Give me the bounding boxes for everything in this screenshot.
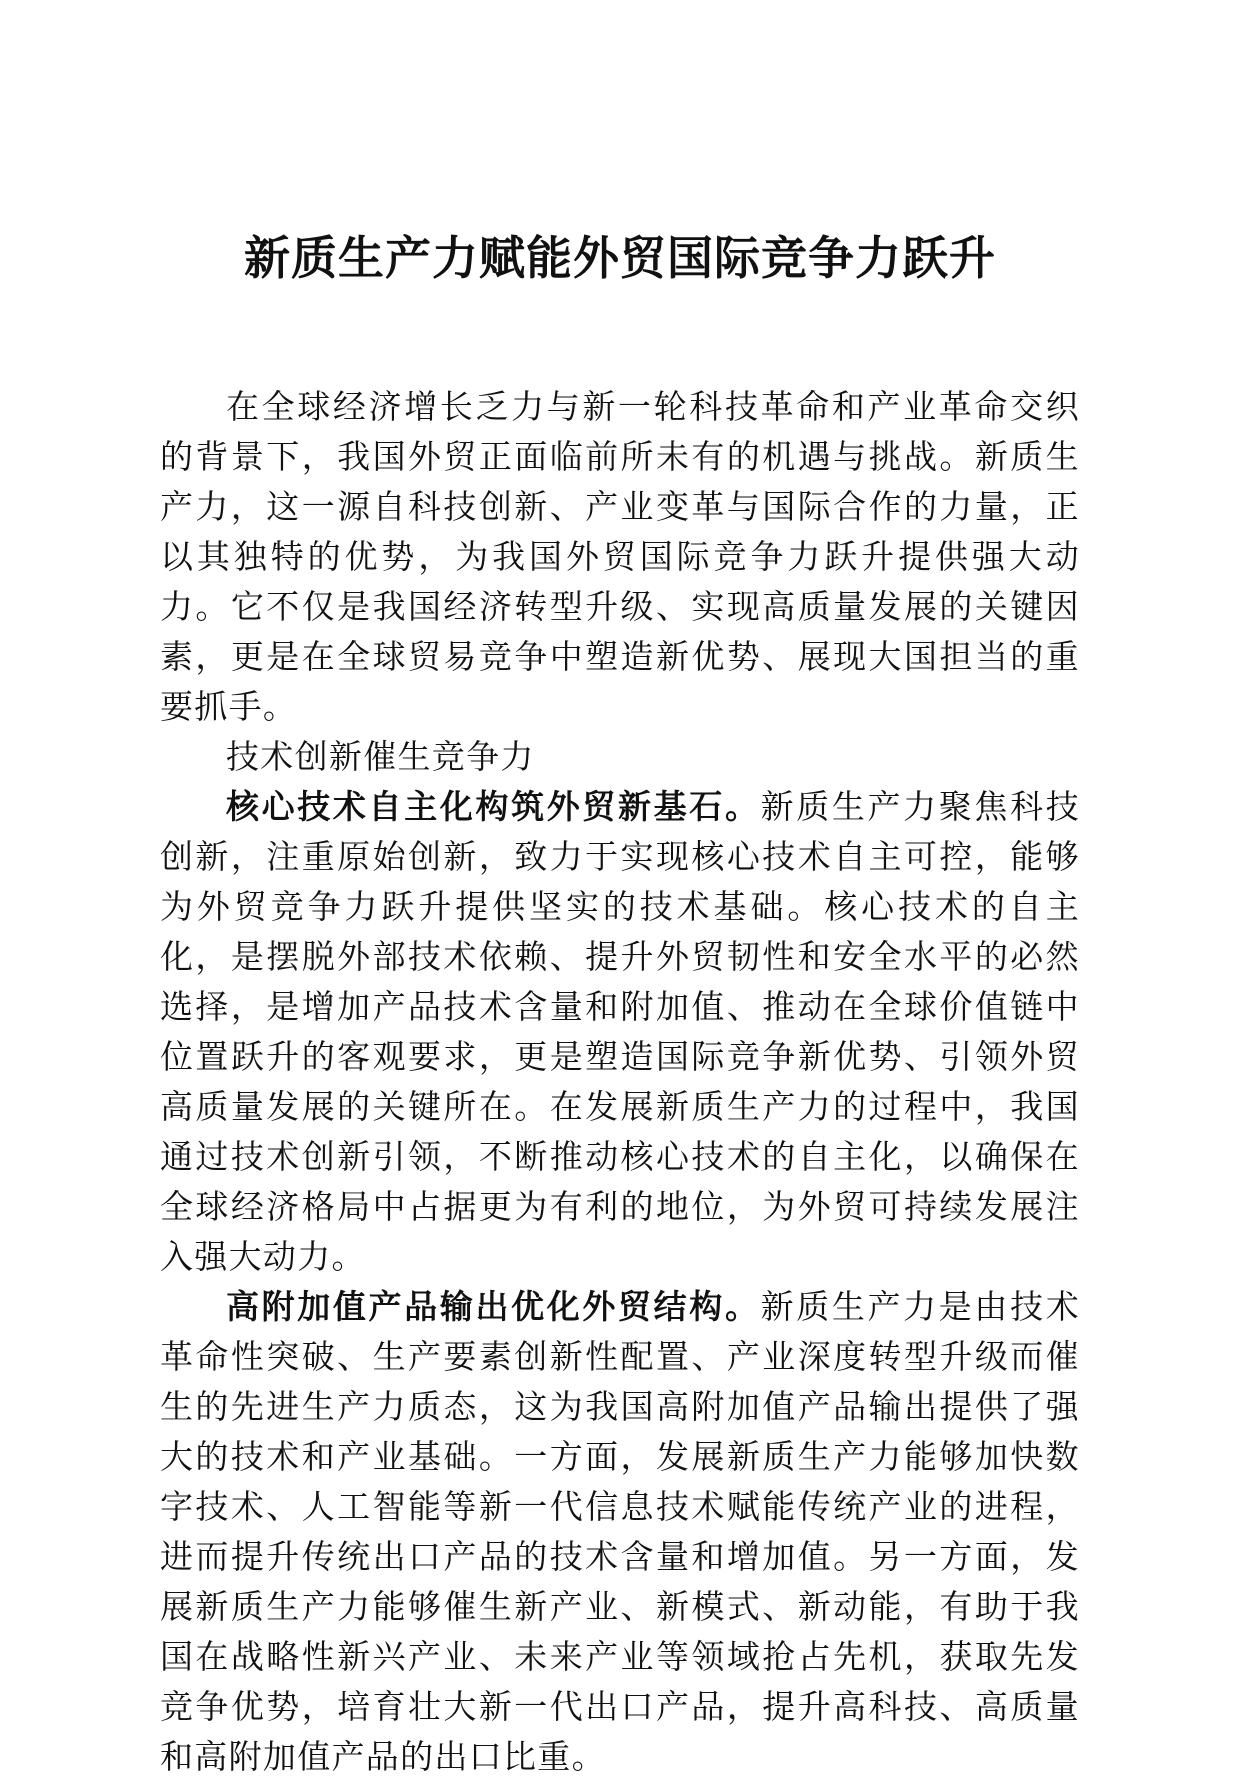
paragraph-lead: 核心技术自主化构筑外贸新基石。 — [226, 787, 761, 826]
paragraph-high-value-products — [160, 1282, 1080, 1782]
document-title: 新质生产力赋能外贸国际竞争力跃升 — [244, 231, 996, 285]
intro-paragraph: 在全球经济增长乏力与新一轮科技革命和产业革命交织的背景下，我国外贸正面临前所未有的机遇与挑战。新质生产力，这一源自科技创新、产业变革与国际合作的力量，正以其独特的优势，为我国外贸国际竞争力跃升提供强大动力。它不仅是我国经济转型升级、实现高质量发展的关键因素，更是在全球贸易竞争中塑造新优势、展现大国担当的重要抓手。 — [160, 387, 1080, 726]
section-heading: 技术创新催生竞争力 — [226, 737, 535, 776]
paragraph-core-technology — [160, 782, 1080, 1282]
paragraph-text: 新质生产力是由技术革命性突破、生产要素创新性配置、产业深度转型升级而催生的先进生产力质态，这为我国高附加值产品输出提供了强大的技术和产业基础。一方面，发展新质生产力能够加快数字技术、人工智能等新一代信息技术赋能传统产业的进程，进而提升传统出口产品的技术含量和增加值。另一方面，发展新质生产力能够催生新产业、新模式、新动能，有助于我国在战略性新兴产业、未来产业等领域抢占先机，获取先发竞争优势，培育壮大新一代出口产品，提升高科技、高质量和高附加值产品的出口比重。 — [160, 1287, 1081, 1776]
paragraph-lead: 高附加值产品输出优化外贸结构。 — [226, 1287, 761, 1326]
paragraph-text: 新质生产力聚焦科技创新，注重原始创新，致力于实现核心技术自主可控，能够为外贸竞争力跃升提供坚实的技术基础。核心技术的自主化，是摆脱外部技术依赖、提升外贸韧性和安全水平的必然选择，是增加产品技术含量和附加值、推动在全球价值链中位置跃升的客观要求，更是塑造国际竞争新优势、引领外贸高质量发展的关键所在。在发展新质生产力的过程中，我国通过技术创新引领，不断推动核心技术的自主化，以确保在全球经济格局中占据更为有利的地位，为外贸可持续发展注入强大动力。 — [160, 787, 1081, 1276]
document-body — [160, 382, 1080, 1782]
